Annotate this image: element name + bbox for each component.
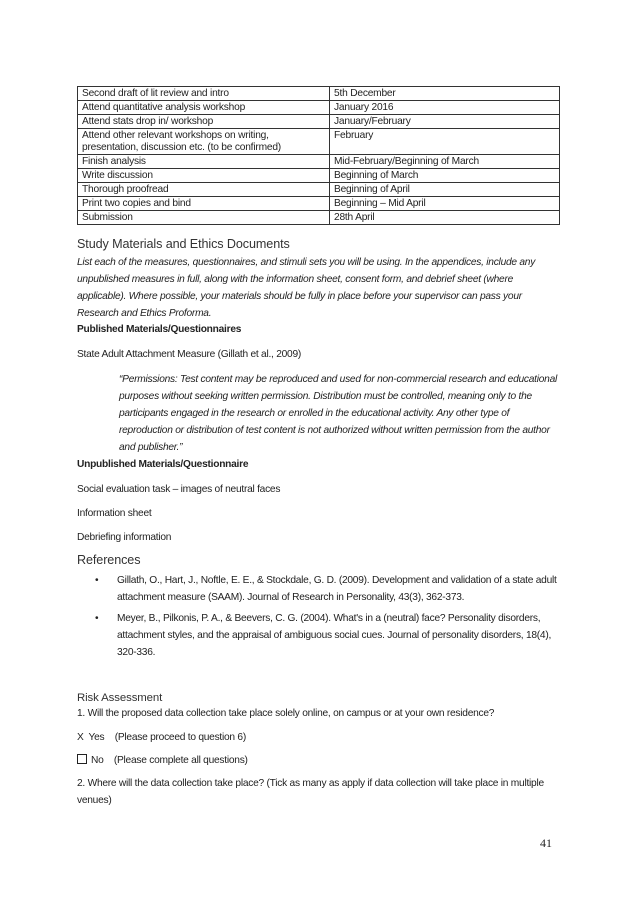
timeline-row [78,211,560,225]
reference-item [95,572,565,606]
task-cell: Attend quantitative analysis workshop [78,101,330,115]
published-item: State Adult Attachment Measure (Gillath et al., 2009) [77,349,302,360]
timeline-row [78,197,560,211]
unpublished-item-1: Information sheet [77,508,152,519]
option-no [77,752,563,769]
risk-assessment-heading: Risk Assessment [77,692,163,704]
option-yes [77,729,563,746]
date-cell: January/February [330,115,560,129]
timeline-row [78,87,560,101]
task-cell: Attend stats drop in/ workshop [78,115,330,129]
timeline-row [78,101,560,115]
task-cell: Submission [78,211,330,225]
references-heading: References [77,553,141,567]
bullet-icon: • [95,575,99,586]
risk-question-1: 1. Will the proposed data collection take place solely online, on campus or at your own residence? [77,708,495,719]
date-cell: January 2016 [330,101,560,115]
date-cell: Beginning – Mid April [330,197,560,211]
study-materials-instructions: List each of the measures, questionnaires, and stimuli sets you will be using. In the appendices, include any unpublished measures in full, along with the information sheet, consent form, and debrief sheet (where applicable). Where possible, your materials should be fully in place before your supervisor can pass your Research and Ethics Proforma. [77,257,536,319]
permissions-quote: “Permissions: Test content may be reproduced and used for non-commercial research and educational purposes without seeking written permission. Distribution must be controlled, meaning only to the participants engaged in the research or enrolled in the educational activity. Any other type of reproduction or distribution of test content is not authorized without written permission from the author and publisher.” [119,374,558,453]
timeline-row [78,129,560,155]
task-cell: Second draft of lit review and intro [78,87,330,101]
timeline-row [78,115,560,129]
date-cell: Beginning of March [330,169,560,183]
timeline-table [77,86,560,225]
published-materials-heading: Published Materials/Questionnaires [77,324,242,335]
timeline-row [78,155,560,169]
timeline-row [78,183,560,197]
checkbox-icon [77,754,87,764]
date-cell: 28th April [330,211,560,225]
unpublished-item-0: Social evaluation task – images of neutral faces [77,484,281,495]
unpublished-materials-heading: Unpublished Materials/Questionnaire [77,459,249,470]
risk-question-2: 2. Where will the data collection take place? (Tick as many as apply if data collection will take place in multiple venues) [77,778,544,806]
yes-note: (Please proceed to question 6) [114,732,246,743]
task-cell: Finish analysis [78,155,330,169]
yes-mark: X [77,732,84,743]
date-cell: Beginning of April [330,183,560,197]
page-number: 41 [540,836,552,850]
task-cell: Print two copies and bind [78,197,330,211]
task-cell: Attend other relevant workshops on writing, presentation, discussion etc. (to be confirmed) [78,129,330,155]
reference-item [95,610,565,661]
bullet-icon: • [95,613,99,624]
no-label: No [91,755,104,766]
date-cell: Mid-February/Beginning of March [330,155,560,169]
yes-label: Yes [88,732,105,743]
unpublished-item-2: Debriefing information [77,532,172,543]
reference-text: Meyer, B., Pilkonis, P. A., & Beevers, C. G. (2004). What's in a (neutral) face? Personality disorders, attachment styles, and the appraisal of ambiguous social cues. Journal of personality disorders, 18(4), 320-336. [117,613,552,658]
no-note: (Please complete all questions) [113,755,248,766]
date-cell: February [330,129,560,155]
timeline-row [78,169,560,183]
date-cell: 5th December [330,87,560,101]
reference-text: Gillath, O., Hart, J., Noftle, E. E., & Stockdale, G. D. (2009). Development and validation of a state adult attachment measure (SAAM). Journal of Research in Personality, 43(3), 362-373. [117,575,557,603]
task-cell: Write discussion [78,169,330,183]
task-cell: Thorough proofread [78,183,330,197]
references-list [95,572,565,665]
study-materials-heading: Study Materials and Ethics Documents [77,237,290,251]
